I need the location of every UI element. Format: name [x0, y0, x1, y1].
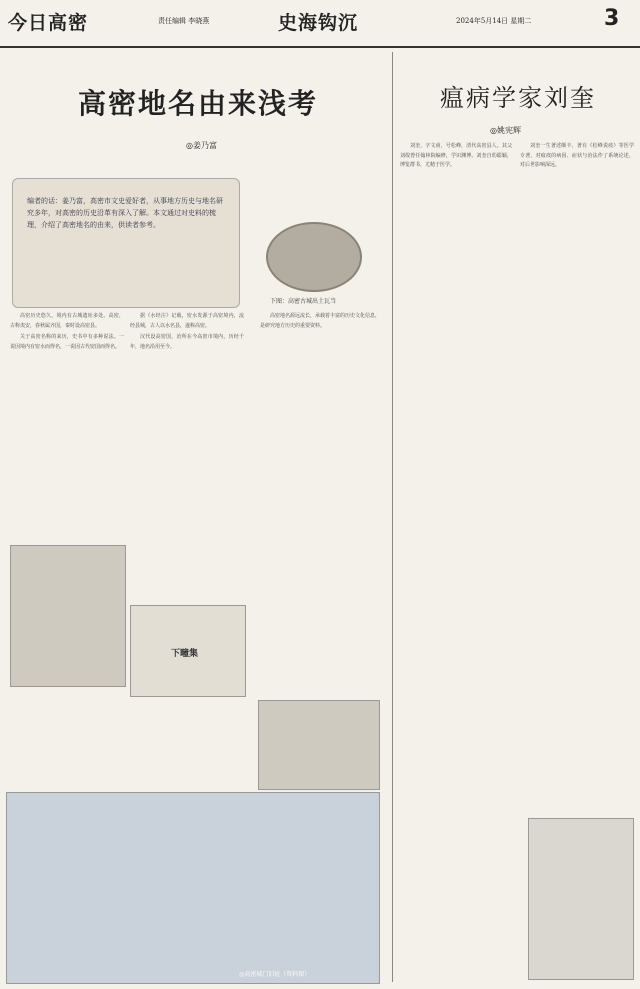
article1-author: ◎姜乃富: [186, 141, 217, 150]
article1-col1: [10, 312, 124, 532]
editor-line: 责任编辑 李晓燕: [158, 17, 210, 25]
paragraph: 刘奎，字文甫，号松峰，清代高密县人。其父刘绂曾任翰林院编修，学识渊博。刘奎自幼聪颖，博览群书，尤精于医学。: [400, 143, 512, 168]
editor-note-scroll: [12, 178, 240, 308]
issue-date: 2024年5月14日 星期二: [456, 17, 532, 25]
article2-col1: [400, 142, 512, 977]
herbs-photo: [528, 818, 634, 980]
city-gate-photo: [6, 792, 380, 984]
article2-col2: [520, 142, 634, 810]
stamp-caption: 下图：高密古城出土瓦当: [270, 298, 337, 305]
page-header: [0, 0, 640, 48]
paragraph: 据《水经注》记载，密水发源于高密境内，流经县城，古人以水名县，遂称高密。: [130, 313, 244, 329]
paragraph: 刘奎一生著述颇丰，著有《松峰说疫》等医学专著，对瘟疫的病因、症状与治法作了系统论述，对后世影响深远。: [520, 143, 634, 168]
column-divider: [392, 52, 393, 982]
gate-caption: ◎高密城门旧址（资料图）: [239, 971, 311, 978]
temple-photo: [258, 700, 380, 790]
calligraphy-image: [10, 545, 126, 687]
paragraph: 汉代设高密国，治所在今高密市境内，历经千年，地名沿用至今。: [130, 334, 244, 350]
article1-col3: [260, 312, 380, 612]
article1-title: 高密地名由来浅考: [78, 87, 319, 120]
map-caption: 下疃集: [171, 649, 199, 659]
paragraph: 高密历史悠久，境内有古城遗址多处。高密，古称夷安，春秋属齐国，秦时设高密县。: [10, 313, 124, 329]
map-image: [130, 605, 246, 697]
article2-title: 瘟病学家刘奎: [440, 84, 596, 112]
tile-stamp-image: [266, 222, 362, 292]
masthead-title: 今日高密: [8, 12, 89, 34]
paragraph: 高密地名源远流长，承载着丰富的历史文化信息，是研究地方历史的重要资料。: [260, 313, 380, 329]
page-number: 3: [604, 6, 620, 31]
section-title: 史海钩沉: [278, 12, 359, 34]
article2-author: ◎姚宪辉: [490, 126, 521, 135]
editor-note-text: 编者的话：姜乃富，高密市文史爱好者，从事地方历史与地名研究多年，对高密的历史沿革有深入了解。本文通过对史料的梳理，介绍了高密地名的由来，供读者参考。: [27, 197, 223, 229]
paragraph: 关于高密名称的来历，史书中有多种说法。一说因境内有密水而得名，一说因古代密国而得名。: [10, 334, 124, 350]
article1-col2: [130, 312, 244, 532]
